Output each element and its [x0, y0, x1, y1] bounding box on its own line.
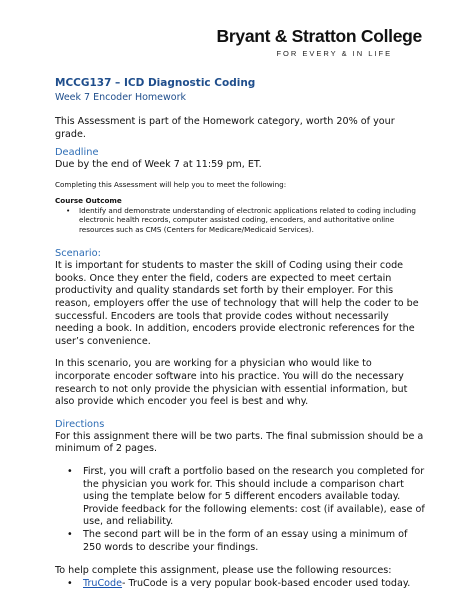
list-item — [67, 528, 427, 554]
course-title: MCCG137 – ICD Diagnostic Coding — [55, 77, 256, 89]
directions-list — [55, 466, 427, 554]
resources-list — [55, 578, 427, 591]
document-body — [55, 76, 427, 590]
bullet-icon: • — [67, 528, 73, 540]
directions-intro: For this assignment there will be two parts. The final submission should be a minimum of 2 pages. — [55, 430, 424, 455]
list-item — [67, 577, 427, 591]
directions-item-2: The second part will be in the form of an essay using a minimum of 250 words to describe your findings. — [83, 528, 408, 553]
brand-logo — [217, 26, 422, 58]
deadline-heading: Deadline — [55, 147, 99, 159]
scenario-paragraph-2: In this scenario, you are working for a physician who would like to incorporate encoder software into his practice. You will do the necessary research to not only provide the physician with essential information, but also provide which encoder you feel is best and why. — [55, 358, 408, 408]
brand-tagline: FOR EVERY & IN LIFE — [276, 49, 393, 58]
trucode-link[interactable]: TruCode — [83, 577, 123, 589]
course-outcome-text: Identify and demonstrate understanding of electronic applications related to coding including electronic health records, computer assisted coding, encoders, and authoritative online resources such as CMS (Centers for Medicare/Medicaid Services). — [79, 205, 416, 234]
completing-text: Completing this Assessment will help you to meet the following: — [55, 179, 287, 189]
resources-intro: To help complete this assignment, please use the following resources: — [55, 565, 392, 577]
trucode-description: - TruCode is a very popular book-based encoder used today. — [122, 577, 411, 589]
bullet-icon: • — [66, 205, 71, 215]
course-outcome-heading: Course Outcome — [55, 196, 122, 206]
directions-heading: Directions — [55, 418, 105, 430]
intro-paragraph: This Assessment is part of the Homework category, worth 20% of your grade. — [55, 116, 395, 140]
scenario-paragraph-1: It is important for students to master the skill of Coding using their code books. Once they enter the field, coders are expected to meet certain productivity and quality standards set forth by their employer. For this reason, employers offer the use of technology that will help the coder to be successful. Encoders are tools that provide codes without necessarily needing a book. In addition, encoders provide electronic references for the user’s convenience. — [55, 260, 419, 347]
directions-item-1: First, you will craft a portfolio based on the research you completed for the physician you work for. This should include a comparison chart using the template below for 5 different encoders available today. Provide feedback for the following elements: cost (if available), ease of use, and reliability. — [83, 466, 425, 528]
bullet-icon: • — [67, 466, 73, 477]
bullet-icon: • — [67, 577, 73, 589]
assignment-title: Week 7 Encoder Homework — [55, 92, 187, 103]
course-outcome-list — [55, 206, 427, 235]
brand-name: Bryant & Stratton College — [216, 26, 422, 46]
deadline-text: Due by the end of Week 7 at 11:59 pm, ET. — [55, 159, 262, 171]
scenario-heading: Scenario: — [55, 248, 101, 260]
list-item — [66, 205, 427, 235]
list-item — [67, 466, 427, 529]
